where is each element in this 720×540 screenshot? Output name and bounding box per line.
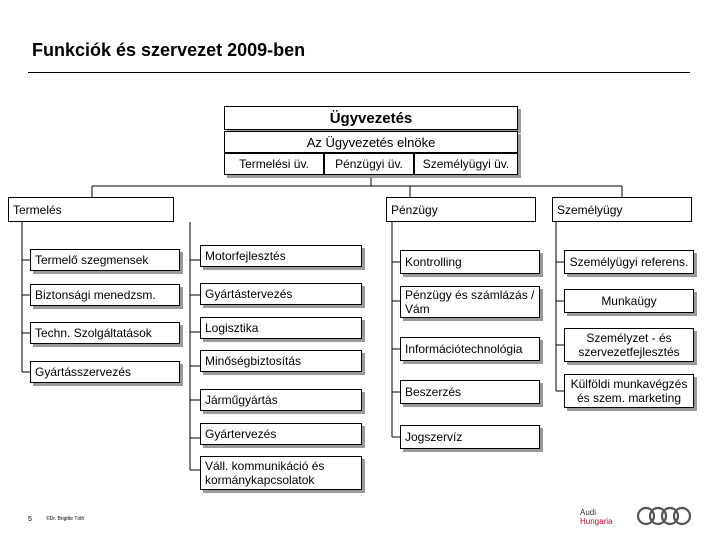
audi-rings-icon <box>636 504 694 528</box>
head-cell-termelesi: Termelési üv. <box>224 153 324 175</box>
top-executive-title: Ügyvezetés <box>224 106 518 130</box>
unit-szemelyugyi-referens: Személyügyi referens. <box>564 250 694 274</box>
unit-gyartervezes: Gyártervezés <box>200 423 362 445</box>
logo-line-hungaria: Hungaria <box>580 517 613 526</box>
unit-logisztika: Logisztika <box>200 317 362 339</box>
unit-szemelyzet-szervezetfejlesztes: Személyzet - és szervezetfejlesztés <box>564 328 694 362</box>
page-title: Funkciók és szervezet 2009-ben <box>32 40 306 60</box>
unit-jogszerviz: Jogszervíz <box>400 425 540 449</box>
company-logo-text <box>580 508 612 526</box>
unit-gyartastervezes: Gyártástervezés <box>200 283 362 305</box>
unit-kontrolling: Kontrolling <box>400 250 540 274</box>
footer-author: ©Dr. Brigitte Tóth <box>46 516 85 522</box>
logo-line-audi: Audi <box>580 508 597 517</box>
unit-jarmugyartas: Járműgyártás <box>200 389 362 411</box>
division-penzugy: Pénzügy <box>386 197 536 222</box>
page-number: 5 <box>28 516 32 523</box>
division-szemelyugy: Személyügy <box>552 197 692 222</box>
unit-beszerzes: Beszerzés <box>400 380 540 404</box>
unit-gyartasszervezes: Gyártásszervezés <box>30 361 180 383</box>
unit-kulfoldi-munkavegzes: Külföldi munkavégzés és szem. marketing <box>564 374 694 408</box>
division-termeles: Termelés <box>8 197 174 222</box>
unit-informaciotechnologia: Információtechnológia <box>400 337 540 361</box>
unit-motorfejlesztes: Motorfejlesztés <box>200 245 362 267</box>
unit-minosegbiztositas: Minőségbiztosítás <box>200 350 362 372</box>
unit-biztonsagi-menedzsment: Biztonsági menedzsm. <box>30 284 180 306</box>
top-executive-subtitle: Az Ügyvezetés elnöke <box>224 131 518 153</box>
unit-munkaugy: Munkaügy <box>564 289 694 313</box>
head-cell-szemelyugyi: Személyügyi üv. <box>414 153 518 175</box>
unit-penzugy-szamlazas: Pénzügy és számlázás / Vám <box>400 286 540 318</box>
unit-techn-szolgaltatasok: Techn. Szolgáltatások <box>30 322 180 344</box>
unit-vall-kommunikacio: Váll. kommunikáció és kormánykapcsolatok <box>200 456 362 490</box>
unit-termelo-szegmensek: Termelő szegmensek <box>30 249 180 271</box>
head-cell-penzugyi: Pénzügyi üv. <box>324 153 414 175</box>
